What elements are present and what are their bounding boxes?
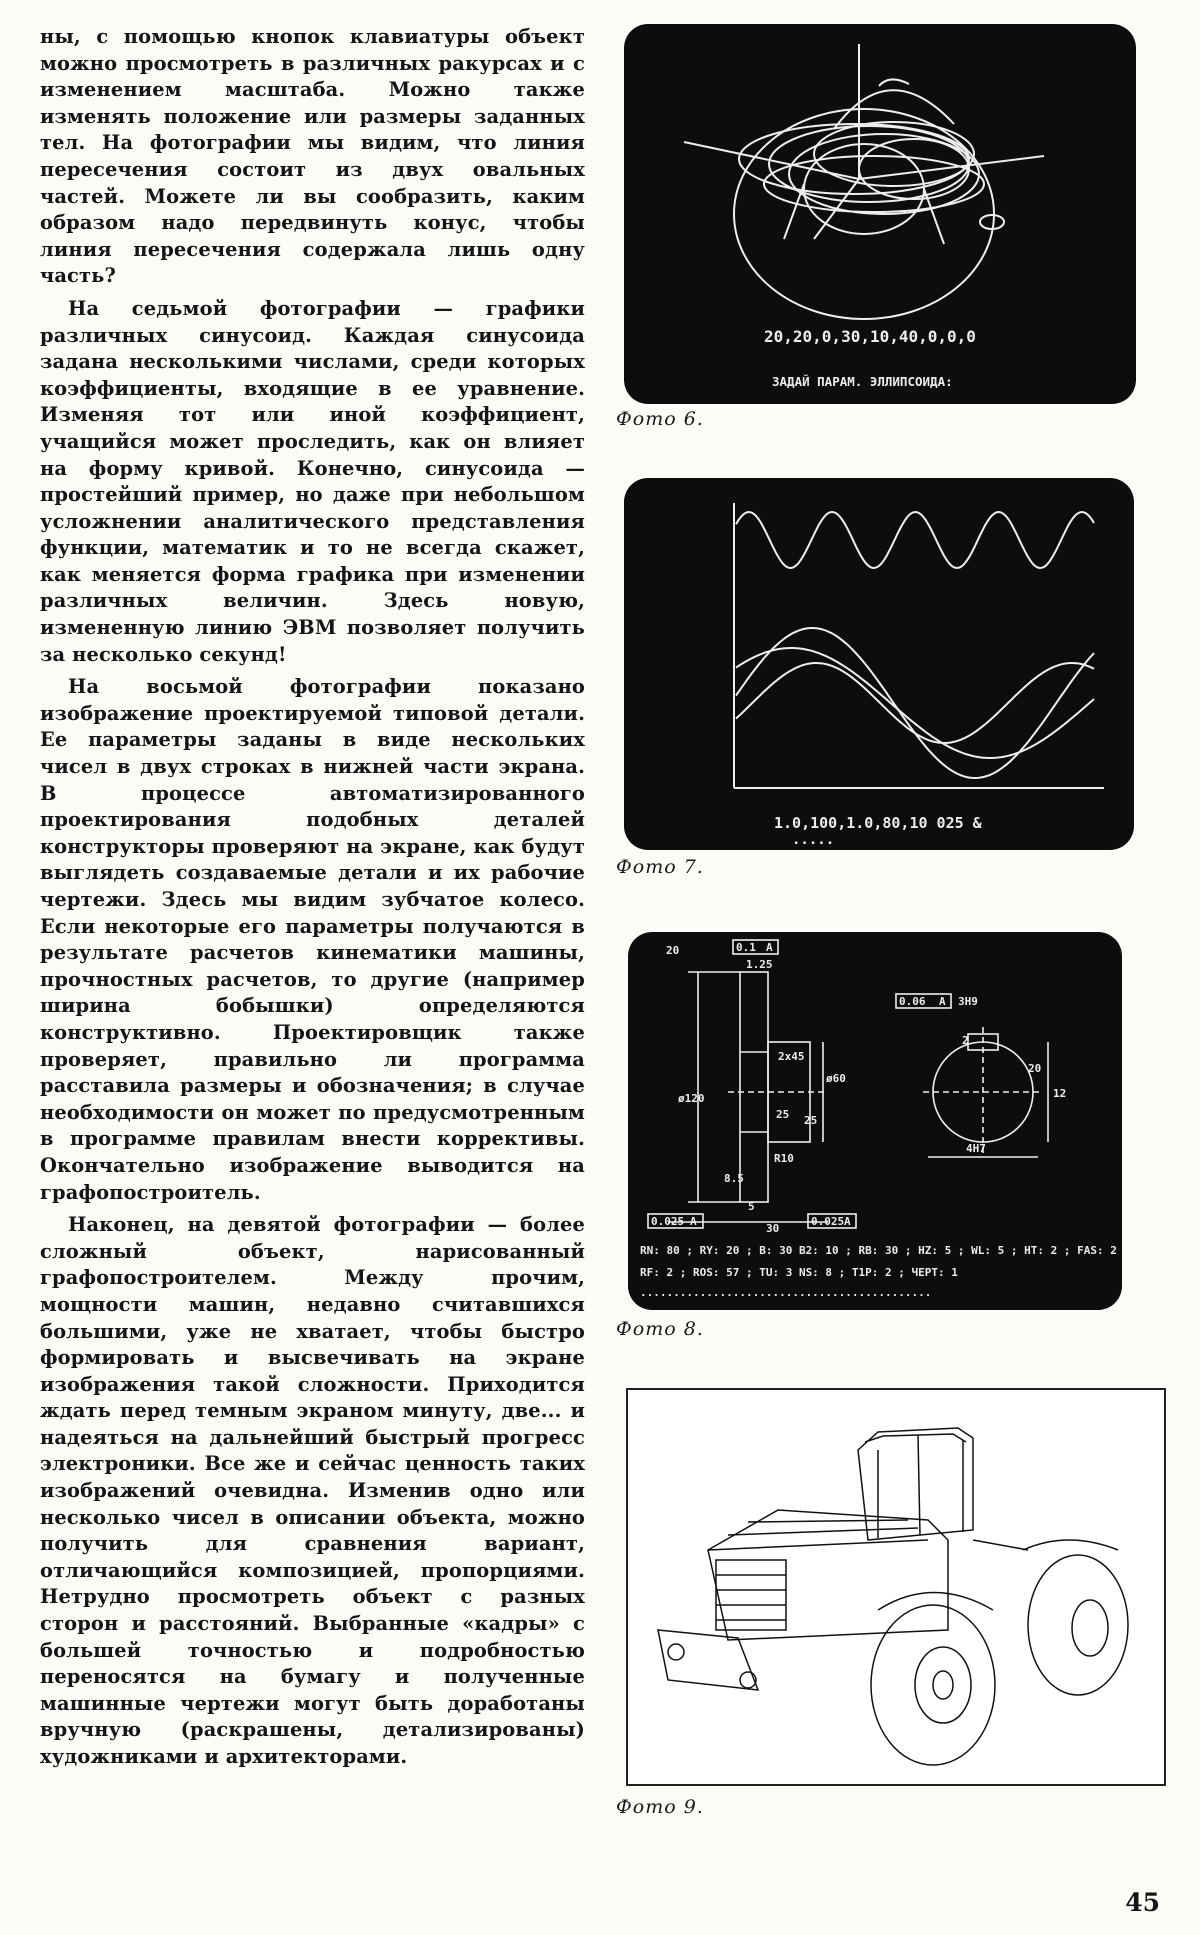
sine-curve	[736, 663, 1094, 743]
sine-curve	[736, 648, 1094, 758]
dim-label: 0.025	[811, 1215, 845, 1228]
photo-9-frame	[626, 1388, 1166, 1786]
dim-label: 25	[776, 1108, 790, 1121]
dim-label: 5	[748, 1200, 755, 1213]
dim-label: 2x45	[778, 1050, 805, 1063]
front-hub-center	[933, 1671, 953, 1699]
photo-9-caption: Фото 9.	[616, 1796, 704, 1818]
rear-wheel	[1028, 1555, 1128, 1695]
photo-8-image	[628, 932, 1122, 1310]
dim-label: 0.06	[899, 995, 926, 1008]
photo-7-image	[624, 478, 1134, 850]
photo-6-caption: Фото 6.	[616, 408, 704, 430]
photo-8-caption: Фото 8.	[616, 1318, 704, 1340]
dim-label: 30	[766, 1222, 780, 1235]
photo-9-image	[628, 1390, 1164, 1784]
front-fender	[878, 1593, 993, 1611]
article-text	[40, 24, 585, 1777]
photo-7-dots: .....	[792, 832, 835, 848]
dim-label: 8.5	[724, 1172, 744, 1185]
hood-line	[728, 1528, 918, 1535]
photo-7-caption: Фото 7.	[616, 856, 704, 878]
dim-label: A	[690, 1215, 697, 1228]
photo-8-screen	[628, 932, 1122, 1310]
front-hub	[915, 1647, 971, 1723]
photo-6-image	[624, 24, 1136, 404]
photo-6-screen	[624, 24, 1136, 404]
dim-label: A	[844, 1215, 851, 1228]
page-number: 45	[1125, 1888, 1160, 1917]
paragraph: На восьмой фотографии показано изображение проектируемой типовой детали. Ее параметры заданы в виде нескольких чисел в двух строках в нижней части экрана. В процессе автоматизированного проектирования подобных деталей конструкторы проверяют на экране, как будут выглядеть создаваемые детали и их рабочие чертежи. Здесь мы видим зубчатое колесо. Если некоторые его параметры получаются в результате расчетов кинематики машины, прочностных расчетов, то другие (например ширина бобышки) определяются конструктивно. Проектировщик также проверяет, правильно ли программа расставила размеры и обозначения; в случае необходимости он может по предусмотренным в программе правилам внести коррективы. Окончательно изображение выводится на графопостроитель.	[40, 675, 585, 1204]
photo-8-params-line2: RF: 2 ; ROS: 57 ; TU: 3 NS: 8 ; T1P: 2 ; ЧЕРТ: 1	[640, 1266, 958, 1279]
paragraph: На седьмой фотографии — графики различных синусоид. Каждая синусоида задана несколькими числами, среди которых коэффициенты, входящие в ее уравнение. Изменяя тот или иной коэффициент, учащийся может проследить, как он влияет на форму кривой. Конечно, синусоида — простейший пример, но даже при небольшом усложнении аналитического представления функции, математик и то не всегда скажет, как меняется форма графика при изменении различных величин. Здесь новую, измененную линию ЭВМ позволяет получить за несколько секунд!	[40, 296, 585, 666]
dim-label: 3H9	[958, 995, 978, 1008]
dim-label: 0.1	[736, 941, 756, 954]
small-ellipse	[980, 215, 1004, 229]
hood-edge	[708, 1540, 928, 1550]
dim-label: 20	[1028, 1062, 1042, 1075]
dim-label: 12	[1053, 1087, 1067, 1100]
sine-curve	[736, 628, 1094, 778]
dim-label: 0.025	[651, 1215, 685, 1228]
ellipse-ring	[814, 122, 974, 186]
dim-label: ø120	[678, 1092, 705, 1105]
dim-label: A	[939, 995, 946, 1008]
photo-6-params: 20,20,0,30,10,40,0,0,0	[764, 327, 976, 346]
cone-tip	[879, 79, 909, 86]
photo-6-prompt: ЗАДАЙ ПАРАМ. ЭЛЛИПСОИДА:	[772, 374, 953, 389]
dim-label: R10	[774, 1152, 794, 1165]
dim-label: 20	[666, 944, 680, 957]
wire-line	[784, 184, 804, 239]
paragraph: Наконец, на девятой фотографии — более сложный объект, нарисованный графопостроителем. Между прочим, мощности машин, недавно считавшихся большими, уже не хватает, чтобы быстро формировать и высвечивать на экране изображения такой сложности. Приходится ждать перед темным экраном минуту, две... и надеяться на дальнейший быстрый прогресс электроники. Все же и сейчас ценность таких изображений очевидна. Изменив одно или несколько чисел в описании объекта, можно получить для сравнения вариант, отличающийся композицией, пропорциями. Нетрудно просмотреть объект с разных сторон и расстояний. Выбранные «кадры» с большей точностью и подробностью переносятся на бумагу и полученные машинные чертежи могут быть доработаны вручную (раскрашены, детализированы) художниками и архитекторами.	[40, 1213, 585, 1768]
photo-7-screen	[624, 478, 1134, 850]
cab-outline	[858, 1428, 973, 1540]
gear-hub-outline	[740, 972, 768, 1202]
photo-8-params-line1: RN: 80 ; RY: 20 ; B: 30 B2: 10 ; RB: 30 ; HZ: 5 ; WL: 5 ; HT: 2 ; FAS: 2	[640, 1244, 1117, 1257]
paragraph: ны, с помощью кнопок клавиатуры объект можно просмотреть в различных ракурсах и с изменением масштаба. Можно также изменять положение или размеры заданных тел. На фотографии мы видим, что линия пересечения состоит из двух овальных частей. Можете ли вы сообразить, каким образом надо передвинуть конус, чтобы линия пересечения содержала лишь одну часть?	[40, 25, 585, 288]
photo-8-dots: ............................................	[640, 1286, 932, 1299]
dim-label: A	[766, 941, 773, 954]
headlight	[668, 1644, 684, 1660]
cab-roof	[865, 1434, 966, 1442]
dim-label: 25	[804, 1114, 818, 1127]
hood-line	[748, 1520, 908, 1522]
dim-label: 1.25	[746, 958, 773, 971]
dim-label: 4H7	[966, 1142, 986, 1155]
rear-hub	[1072, 1600, 1108, 1656]
dim-label: 2	[962, 1034, 969, 1047]
dim-label: ø60	[826, 1072, 846, 1085]
intersection-oval	[859, 139, 969, 199]
photo-7-params: 1.0,100,1.0,80,10 025 &	[774, 814, 982, 832]
sine-curve-fast	[736, 512, 1094, 568]
body-line	[973, 1540, 1028, 1550]
rear-fender	[1023, 1540, 1118, 1550]
